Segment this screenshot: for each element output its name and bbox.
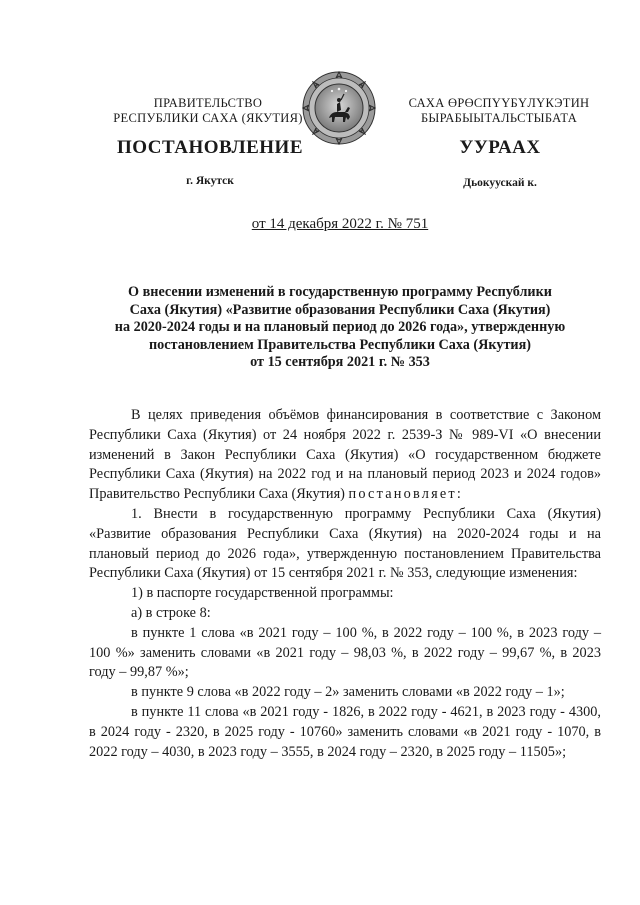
paragraph: в пункте 9 слова «в 2022 году – 2» заменить словами «в 2022 году – 1»;	[131, 684, 565, 701]
paragraph: 1. Внести в государственную программу Республики Саха (Якутия) «Развитие образования Республики Саха (Якутия) на 2020-2024 годы и на плановый период до 2026 года», утвержденную постановлением Правительства Республики Саха (Якутия) от 15 сентября 2021 г. № 353, следующие изменения:	[89, 505, 601, 582]
body-text	[89, 406, 601, 762]
doc-type-title-sah: УУРААХ	[459, 137, 541, 158]
subject-heading	[80, 284, 600, 372]
city-sah: Дьокуускай к.	[463, 177, 537, 189]
paragraph: а) в строке 8:	[131, 604, 211, 621]
header-right-line2: БЫРАБЫЫТАЛЬСТЫБАТА	[420, 111, 578, 125]
doc-type-title-ru: ПОСТАНОВЛЕНИЕ	[116, 137, 304, 158]
paragraph: в пункте 11 слова «в 2021 году - 1826, в 2022 году - 4621, в 2023 году - 4300, в 2024 году - 2320, в 2025 году - 10760» заменить словами «в 2021 году - 1070, в 2022 году – 4030, в 2023 году – 3555, в 2024 году – 2320, в 2025 году – 11505»;	[89, 703, 601, 760]
date-number-line	[0, 216, 640, 233]
header-right	[388, 96, 610, 126]
subject-line: от 15 сентября 2021 г. № 353	[250, 354, 430, 371]
subject-line: постановлением Правительства Республики Саха (Якутия)	[148, 336, 532, 353]
paragraph: в пункте 1 слова «в 2021 году – 100 %, в 2022 году – 100 %, в 2023 году – 100 %» заменить словами «в 2021 году – 98,03 %, в 2022 году – 99,67 %, в 2023 году – 99,87 %»;	[89, 624, 601, 681]
preamble-text: В целях приведения объёмов финансирования в соответствие с Законом Республики Саха (Якутия) от 24 ноября 2022 г. 2539-З № 989-VI «О внесении изменений в Закон Республики Саха (Якутия) «О государственном бюджете Республики Саха (Якутия) на 2022 год и на плановый период 2023 и 2024 годов» Правительство Республики Саха (Якутия)	[89, 407, 601, 503]
header-left	[98, 96, 318, 126]
subject-line: Саха (Якутия) «Развитие образования Республики Саха (Якутия)	[129, 301, 551, 318]
header-left-line2: РЕСПУБЛИКИ САХА (ЯКУТИЯ)	[113, 111, 303, 125]
header-right-line1: САХА ӨРӨСПҮҮБҮЛҮКЭТИН	[408, 96, 590, 110]
subject-line: О внесении изменений в государственную программу Республики	[128, 284, 552, 300]
header-left-line1: ПРАВИТЕЛЬСТВО	[153, 96, 263, 110]
coat-of-arms-icon	[301, 70, 377, 146]
paragraph: 1) в паспорте государственной программы:	[131, 585, 394, 602]
paragraph	[89, 406, 601, 505]
city-ru: г. Якутск	[186, 175, 234, 187]
date-number: от 14 декабря 2022 г. № 751	[251, 216, 429, 232]
decree-word: постановляет:	[348, 486, 464, 503]
subject-line: на 2020-2024 годы и на плановый период до 2026 года», утвержденную	[114, 319, 566, 336]
